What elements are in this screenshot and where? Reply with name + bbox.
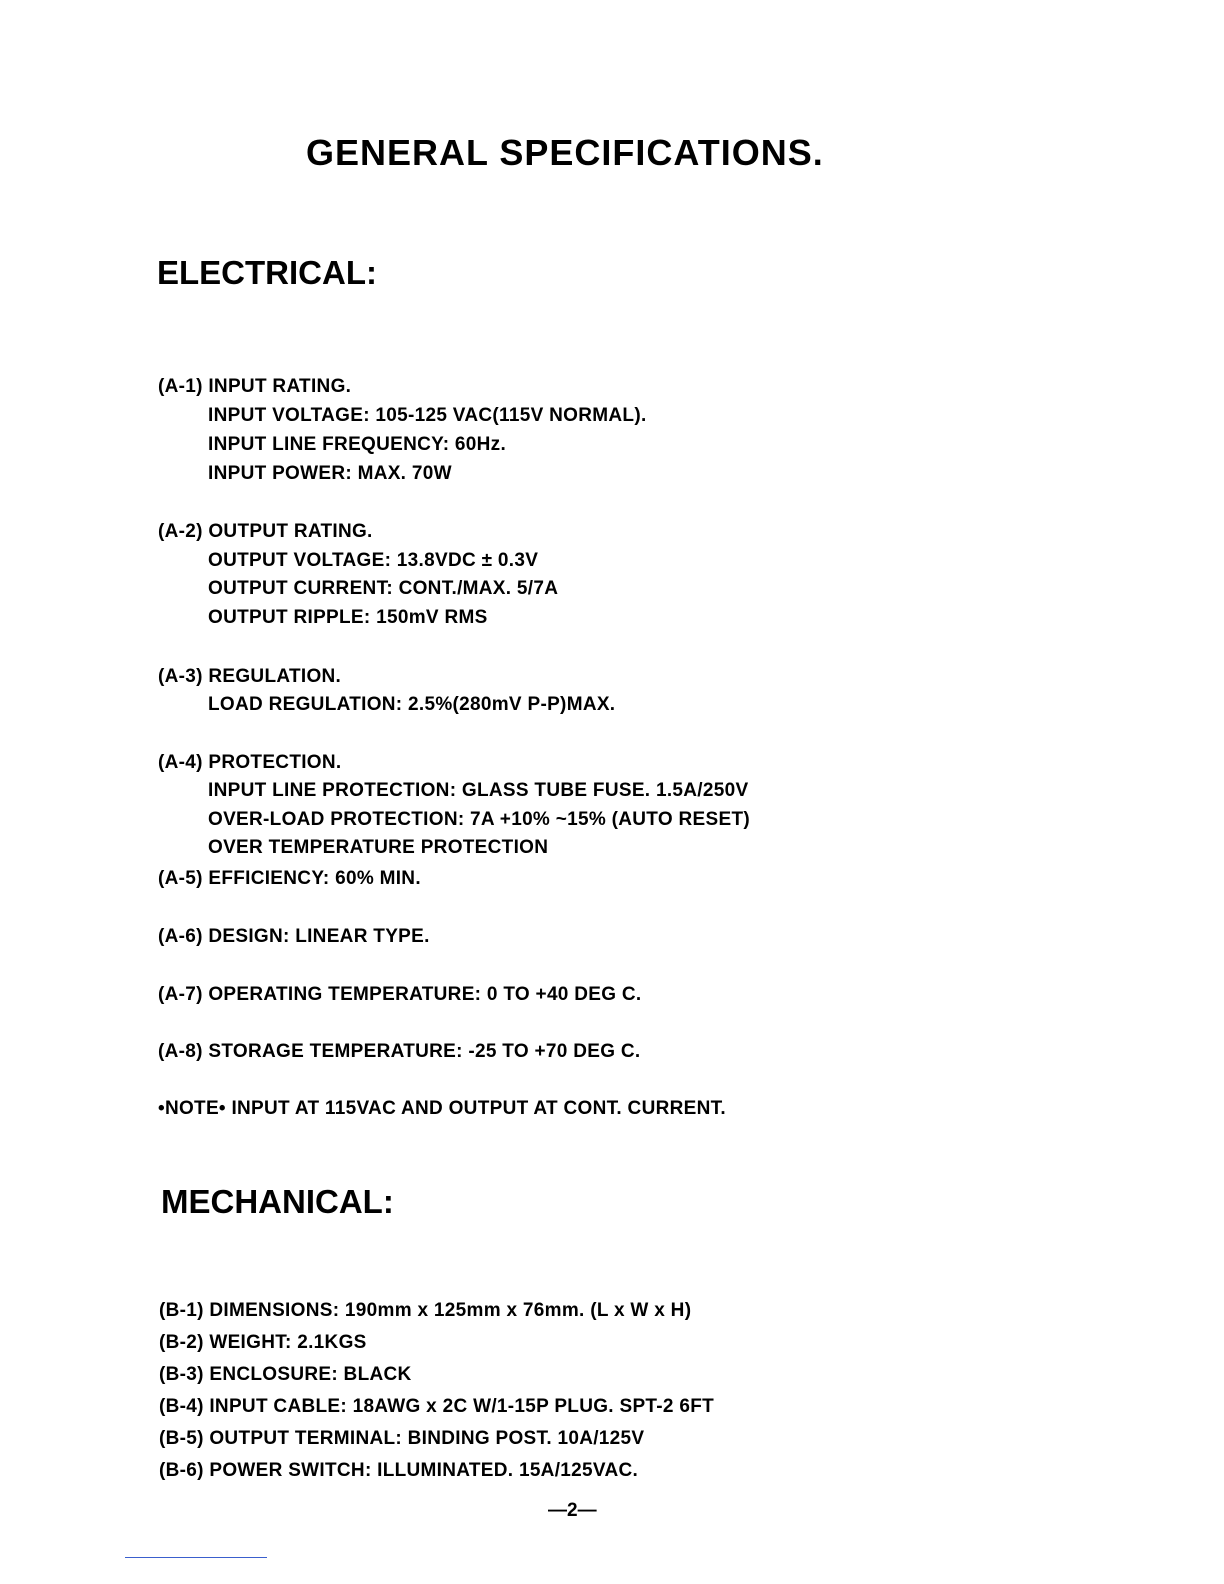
spec-b4: (B-4) INPUT CABLE: 18AWG x 2C W/1-15P PLUG. SPT-2 6FT bbox=[159, 1396, 715, 1417]
section-heading-mechanical: MECHANICAL: bbox=[161, 1183, 394, 1220]
spec-a4-label: (A-4) PROTECTION. bbox=[158, 752, 342, 773]
spec-a3-line: LOAD REGULATION: 2.5%(280mV P-P)MAX. bbox=[208, 694, 616, 715]
spec-a6: (A-6) DESIGN: LINEAR TYPE. bbox=[158, 926, 430, 947]
spec-a4-line: OVER TEMPERATURE PROTECTION bbox=[208, 837, 549, 858]
spec-a2-line: OUTPUT RIPPLE: 150mV RMS bbox=[208, 607, 488, 628]
spec-a1-label: (A-1) INPUT RATING. bbox=[158, 376, 352, 397]
spec-a4-line: OVER-LOAD PROTECTION: 7A +10% ~15% (AUTO RESET) bbox=[208, 809, 750, 830]
spec-a1-line: INPUT LINE FREQUENCY: 60Hz. bbox=[208, 434, 507, 455]
page-title: GENERAL SPECIFICATIONS. bbox=[306, 132, 824, 173]
spec-a1-line: INPUT POWER: MAX. 70W bbox=[208, 463, 452, 484]
spec-a8: (A-8) STORAGE TEMPERATURE: -25 TO +70 DEG C. bbox=[158, 1041, 641, 1062]
spec-a3-label: (A-3) REGULATION. bbox=[158, 666, 342, 687]
spec-a1-line: INPUT VOLTAGE: 105-125 VAC(115V NORMAL). bbox=[208, 405, 647, 426]
spec-b3: (B-3) ENCLOSURE: BLACK bbox=[159, 1364, 412, 1385]
spec-a2-label: (A-2) OUTPUT RATING. bbox=[158, 521, 373, 542]
spec-a2-line: OUTPUT VOLTAGE: 13.8VDC ± 0.3V bbox=[208, 550, 539, 571]
spec-a5: (A-5) EFFICIENCY: 60% MIN. bbox=[158, 868, 421, 889]
scan-edge-line bbox=[125, 1557, 267, 1558]
spec-b1: (B-1) DIMENSIONS: 190mm x 125mm x 76mm. (L x W x H) bbox=[159, 1300, 692, 1321]
section-heading-electrical: ELECTRICAL: bbox=[157, 254, 377, 291]
spec-a4-line: INPUT LINE PROTECTION: GLASS TUBE FUSE. 1.5A/250V bbox=[208, 780, 749, 801]
spec-b5: (B-5) OUTPUT TERMINAL: BINDING POST. 10A/125V bbox=[159, 1428, 645, 1449]
spec-a7: (A-7) OPERATING TEMPERATURE: 0 TO +40 DEG C. bbox=[158, 984, 642, 1005]
page-number: —2— bbox=[548, 1500, 597, 1521]
spec-a2-line: OUTPUT CURRENT: CONT./MAX. 5/7A bbox=[208, 578, 559, 599]
spec-b2: (B-2) WEIGHT: 2.1KGS bbox=[159, 1332, 367, 1353]
spec-b6: (B-6) POWER SWITCH: ILLUMINATED. 15A/125VAC. bbox=[159, 1460, 639, 1481]
spec-note: •NOTE• INPUT AT 115VAC AND OUTPUT AT CONT. CURRENT. bbox=[158, 1098, 727, 1119]
